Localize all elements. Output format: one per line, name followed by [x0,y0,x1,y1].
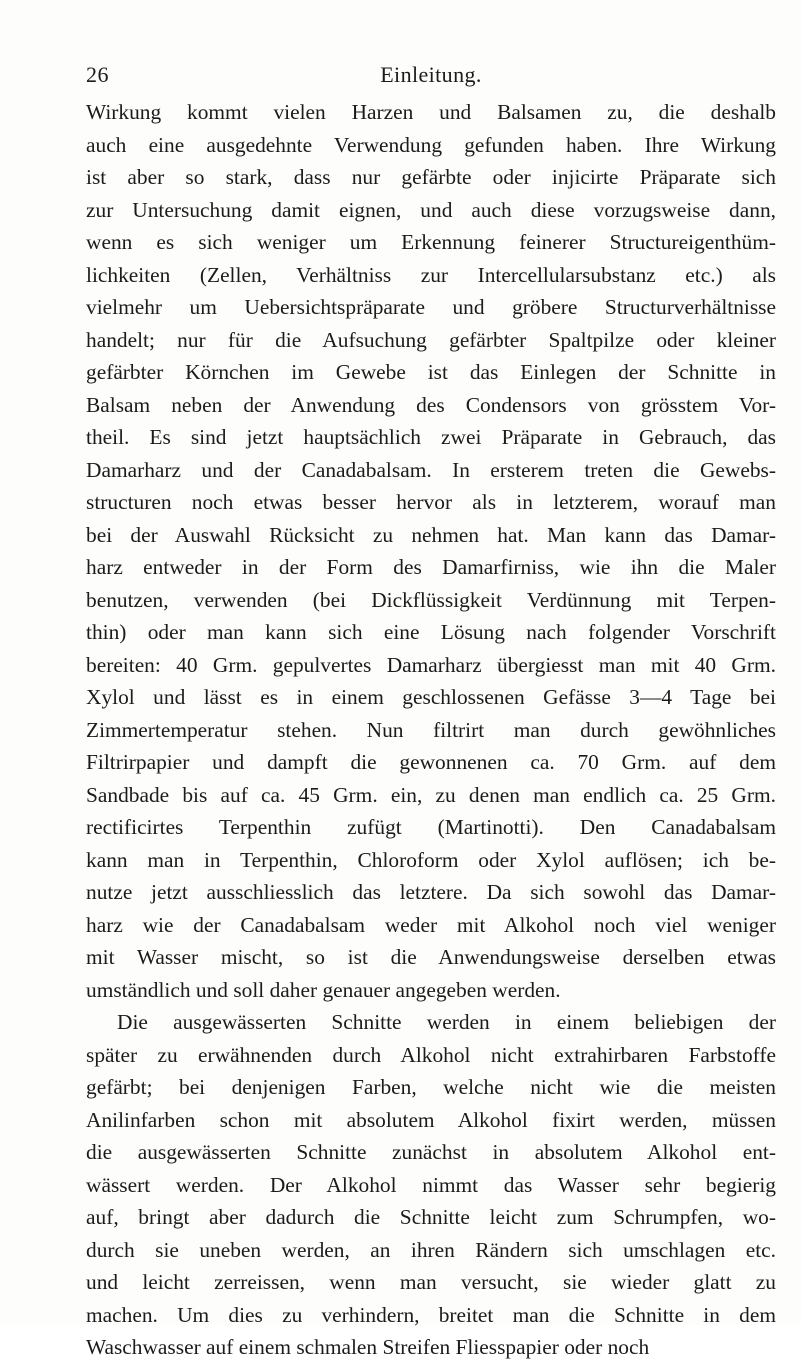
text-line: mit Wasser mischt, so ist die Anwendungsweise derselben etwas [86,945,776,969]
text-line: vielmehr um Uebersichtspräparate und gröbere Structurverhältnisse [86,295,776,319]
text-line: bei der Auswahl Rücksicht zu nehmen hat. Man kann das Damar- [86,522,776,547]
running-head [86,62,776,92]
text-line: harz entweder in der Form des Damarfirniss, wie ihn die Maler [86,555,776,579]
text-line: gefärbt; bei denjenigen Farben, welche nicht wie die meisten [86,1075,776,1099]
text-line: und leicht zerreissen, wenn man versucht, sie wieder glatt zu [86,1270,776,1294]
text-line: kann man in Terpenthin, Chloroform oder Xylol auflösen; ich be- [86,847,776,872]
text-line: theil. Es sind jetzt hauptsächlich zwei Präparate in Gebrauch, das [86,425,776,449]
text-line: wenn es sich weniger um Erkennung feinerer Structureigenthüm- [86,230,776,254]
paragraph [86,1006,776,1364]
text-line: auch eine ausgedehnte Verwendung gefunden haben. Ihre Wirkung [86,132,776,157]
text-line: auf, bringt aber dadurch die Schnitte leicht zum Schrumpfen, wo- [86,1205,776,1229]
text-line: nutze jetzt ausschliesslich das letztere. Da sich sowohl das Damar- [86,880,776,904]
text-line: gefärbter Körnchen im Gewebe ist das Einlegen der Schnitte in [86,360,776,384]
text-line: handelt; nur für die Aufsuchung gefärbter Spaltpilze oder kleiner [86,327,776,352]
text-line: structuren noch etwas besser hervor als in letzterem, worauf man [86,490,776,514]
text-line: harz wie der Canadabalsam weder mit Alkohol noch viel weniger [86,912,776,937]
chapter-title: Einleitung. [380,62,482,87]
text-line: lichkeiten (Zellen, Verhältniss zur Intercellularsubstanz etc.) als [86,262,776,287]
text-line: Zimmertemperatur stehen. Nun filtrirt man durch gewöhnliches [86,717,776,742]
text-line: Xylol und lässt es in einem geschlossenen Gefässe 3—4 Tage bei [86,685,776,709]
text-line: später zu erwähnenden durch Alkohol nicht extrahirbaren Farbstoffe [86,1042,776,1067]
text-line: Filtrirpapier und dampft die gewonnenen ca. 70 Grm. auf dem [86,750,776,774]
page-number: 26 [86,62,109,87]
text-line: Sandbade bis auf ca. 45 Grm. ein, zu denen man endlich ca. 25 Grm. [86,782,776,807]
body-text [86,96,776,1364]
text-line: benutzen, verwenden (bei Dickflüssigkeit Verdünnung mit Terpen- [86,587,776,612]
text-line: Wirkung kommt vielen Harzen und Balsamen zu, die deshalb [86,100,776,124]
text-line: machen. Um dies zu verhindern, breitet man die Schnitte in dem [86,1302,776,1327]
text-line: wässert werden. Der Alkohol nimmt das Wasser sehr begierig [86,1172,776,1197]
text-line: bereiten: 40 Grm. gepulvertes Damarharz übergiesst man mit 40 Grm. [86,652,776,677]
text-line: rectificirtes Terpenthin zufügt (Martinotti). Den Canadabalsam [86,815,776,839]
text-line: ist aber so stark, dass nur gefärbte oder injicirte Präparate sich [86,165,776,189]
text-line: Balsam neben der Anwendung des Condensors von grösstem Vor- [86,392,776,417]
paragraph [86,96,776,1006]
text-line: die ausgewässerten Schnitte zunächst in absolutem Alkohol ent- [86,1140,776,1164]
text-line: Waschwasser auf einem schmalen Streifen Fliesspapier oder noch [86,1335,650,1359]
text-line: Anilinfarben schon mit absolutem Alkohol fixirt werden, müssen [86,1107,776,1132]
text-line: Damarharz und der Canadabalsam. In ersterem treten die Gewebs- [86,457,776,482]
text-line: zur Untersuchung damit eignen, und auch diese vorzugsweise dann, [86,197,776,222]
text-line: thin) oder man kann sich eine Lösung nach folgender Vorschrift [86,620,776,644]
text-line: umständlich und soll daher genauer angegeben werden. [86,977,561,1002]
text-line: Die ausgewässerten Schnitte werden in einem beliebigen der [117,1010,776,1034]
text-line: durch sie uneben werden, an ihren Rändern sich umschlagen etc. [86,1237,776,1262]
